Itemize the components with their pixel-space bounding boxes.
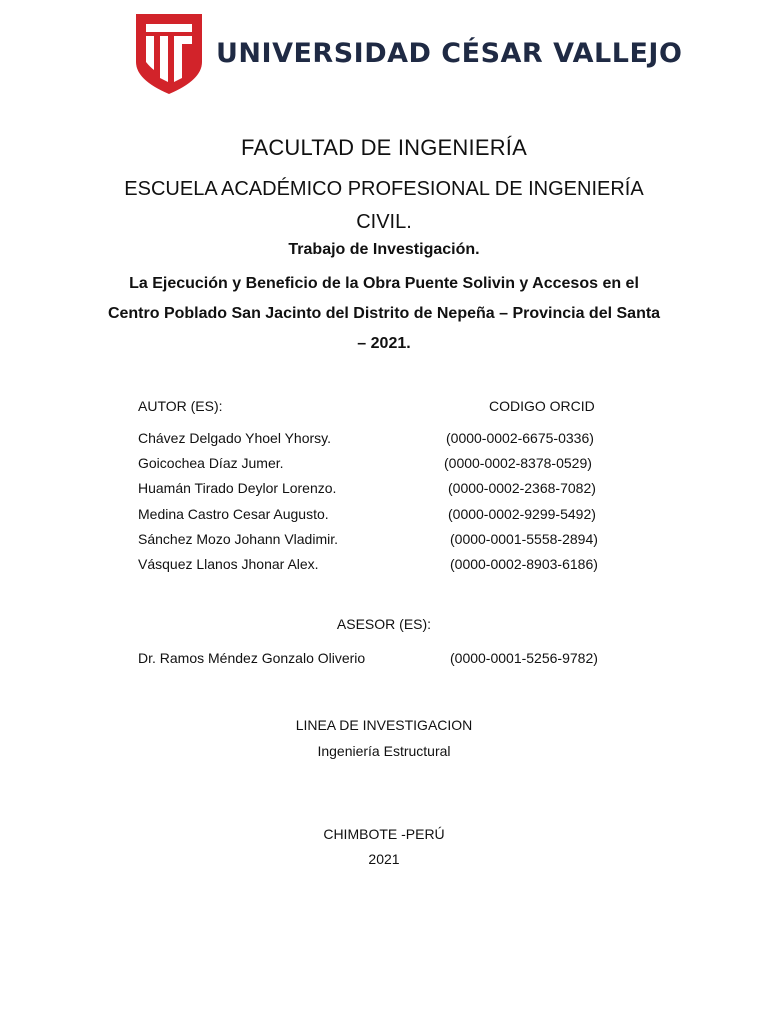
ucv-shield-icon [134, 12, 204, 96]
author-orcid: (0000-0002-6675-0336) [446, 430, 594, 446]
advisor-header: ASESOR (ES): [336, 616, 432, 632]
thesis-title-line-1: La Ejecución y Beneficio de la Obra Puente Solivin y Accesos en el [129, 275, 639, 292]
author-name: Sánchez Mozo Johann Vladimir. [138, 530, 338, 547]
author-orcid: (0000-0002-2368-7082) [448, 480, 596, 497]
faculty-title: FACULTAD DE INGENIERÍA [241, 135, 527, 160]
advisor-orcid: (0000-0001-5256-9782) [450, 650, 598, 666]
author-orcid: (0000-0002-8903-6186) [450, 555, 598, 572]
author-name: Chávez Delgado Yhoel Yhorsy. [138, 430, 332, 446]
author-orcid: (0000-0002-9299-5492) [448, 505, 596, 522]
school-title-line-2: CIVIL. [356, 211, 412, 233]
document-type: Trabajo de Investigación. [288, 241, 480, 258]
thesis-title-line-2: Centro Poblado San Jacinto del Distrito de Nepeña – Provincia del Santa [107, 305, 661, 322]
author-names-list [138, 430, 338, 581]
school-title [0, 173, 768, 239]
university-logo [134, 12, 683, 96]
orcid-header: CODIGO ORCID [489, 398, 595, 414]
author-orcid-list [446, 430, 598, 581]
thesis-title [0, 269, 768, 359]
author-name: Vásquez Llanos Jhonar Alex. [138, 555, 319, 572]
research-line-header: LINEA DE INVESTIGACION [295, 717, 473, 733]
author-name: Goicochea Díaz Jumer. [138, 455, 284, 472]
place: CHIMBOTE -PERÚ [323, 826, 445, 842]
thesis-title-line-3: – 2021. [357, 335, 411, 352]
year: 2021 [368, 851, 400, 867]
authors-header: AUTOR (ES): [138, 398, 223, 414]
author-name: Huamán Tirado Deylor Lorenzo. [138, 480, 337, 497]
author-orcid: (0000-0001-5558-2894) [450, 530, 598, 547]
author-name: Medina Castro Cesar Augusto. [138, 505, 329, 522]
research-line: Ingeniería Estructural [317, 743, 451, 759]
author-orcid: (0000-0002-8378-0529) [444, 455, 592, 472]
university-name: UNIVERSIDAD CÉSAR VALLEJO [216, 38, 683, 69]
advisor-name: Dr. Ramos Méndez Gonzalo Oliverio [138, 650, 366, 666]
school-title-line-1: ESCUELA ACADÉMICO PROFESIONAL DE INGENIERÍA [124, 178, 644, 200]
